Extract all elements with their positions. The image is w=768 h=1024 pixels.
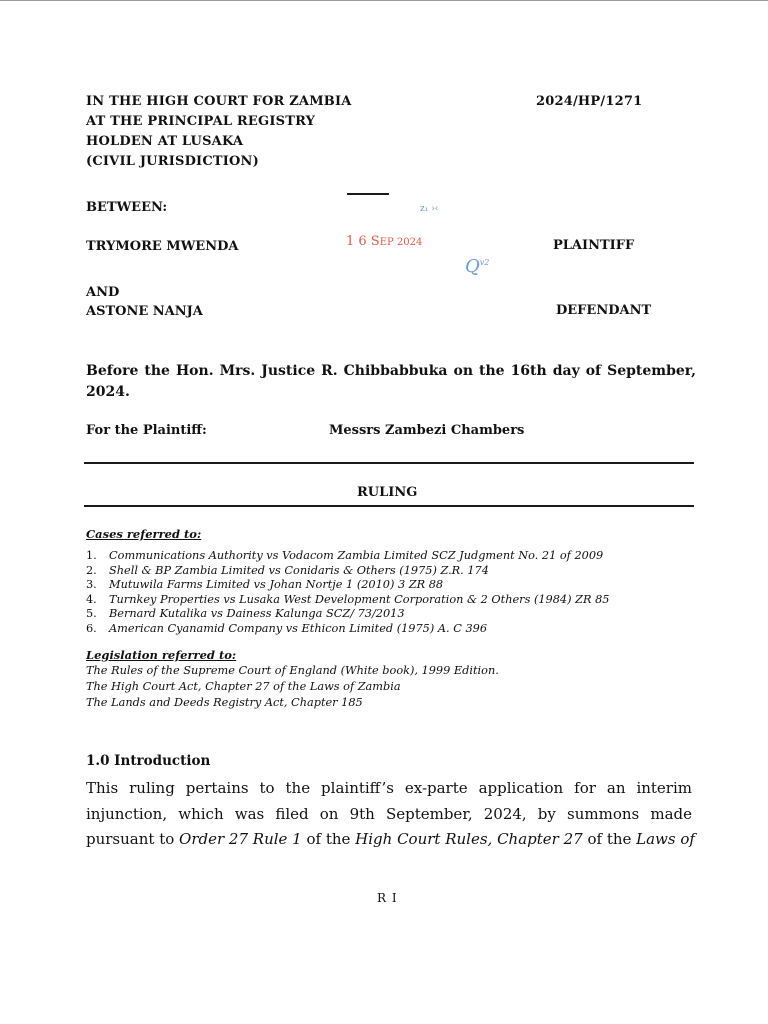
date-stamp — [346, 234, 422, 249]
intro-text: pursuant to — [86, 830, 180, 848]
case-num: 5. — [86, 607, 97, 620]
legislation-item: The High Court Act, Chapter 27 of the Laws of Zambia — [86, 680, 401, 693]
case-text: Turnkey Properties vs Lusaka West Development Corporation & 2 Others (1984) ZR 85 — [109, 592, 610, 606]
court-header — [86, 92, 352, 172]
stamp-q-letter: Q — [465, 256, 480, 277]
case-num: 1. — [86, 549, 97, 562]
case-item — [86, 622, 609, 637]
intro-citation: Order 27 Rule 1 — [179, 830, 302, 848]
case-text: Shell & BP Zambia Limited vs Conidaris & Others (1975) Z.R. 174 — [109, 563, 489, 577]
legislation-item: The Lands and Deeds Registry Act, Chapter 185 — [86, 696, 363, 709]
intro-citation: High Court Rules, Chapter 27 — [355, 830, 583, 848]
introduction-heading: 1.0 Introduction — [86, 753, 211, 769]
court-line-2: AT THE PRINCIPAL REGISTRY — [86, 114, 316, 129]
cases-list — [86, 549, 609, 636]
intro-text: of the — [582, 830, 637, 848]
case-num: 3. — [86, 578, 97, 591]
intro-citation: Laws of — [636, 830, 695, 848]
ruling-rule-top — [84, 462, 694, 464]
introduction-paragraph — [86, 776, 695, 853]
stamp-q-mark — [465, 256, 489, 277]
date-stamp-prefix: 1 6 S — [346, 234, 380, 249]
stamp-marks: z₁ ›‹ — [420, 204, 439, 214]
case-text: Bernard Kutalika vs Dainess Kalunga SCZ/ 73/2013 — [109, 607, 405, 620]
case-number: 2024/HP/1271 — [536, 94, 643, 109]
intro-text: of the — [301, 830, 356, 848]
cases-title: Cases referred to: — [86, 527, 202, 541]
before-statement: Before the Hon. Mrs. Justice R. Chibbabbuka on the 16th day of September, 2024. — [86, 363, 696, 400]
and-label: AND — [86, 285, 120, 300]
top-border — [0, 0, 768, 1]
case-text: Communications Authority vs Vodacom Zambia Limited SCZ Judgment No. 21 of 2009 — [109, 549, 604, 562]
between-label: BETWEEN: — [86, 200, 168, 215]
court-line-3: HOLDEN AT LUSAKA — [86, 134, 244, 149]
case-num: 6. — [86, 621, 97, 635]
case-item — [86, 549, 609, 564]
court-line-4: (CIVIL JURISDICTION) — [86, 154, 259, 169]
case-num: 4. — [86, 592, 97, 606]
intro-line-1: This ruling pertains to the plaintiff’s ex-parte application for an interim — [86, 779, 692, 797]
legislation-item: The Rules of the Supreme Court of England (White book), 1999 Edition. — [86, 664, 499, 677]
case-item — [86, 607, 609, 622]
case-num: 2. — [86, 563, 97, 577]
counsel-label: For the Plaintiff: — [86, 423, 207, 438]
page-number: R I — [377, 891, 398, 905]
header-divider — [347, 193, 389, 195]
defendant-role: DEFENDANT — [556, 303, 652, 318]
court-line-1: IN THE HIGH COURT FOR ZAMBIA — [86, 94, 352, 109]
case-text: American Cyanamid Company vs Ethicon Limited (1975) A. C 396 — [109, 621, 488, 635]
case-item — [86, 593, 609, 608]
plaintiff-role: PLAINTIFF — [553, 238, 635, 253]
case-item — [86, 564, 609, 579]
legislation-list — [86, 663, 499, 711]
defendant-name: ASTONE NANJA — [86, 304, 203, 319]
intro-line-2: injunction, which was filed on 9th September, 2024, by summons made — [86, 804, 692, 823]
counsel-value: Messrs Zambezi Chambers — [329, 423, 525, 438]
stamp-q-sup: v2 — [479, 258, 490, 267]
intro-line-3 — [86, 827, 695, 853]
ruling-rule-bottom — [84, 505, 694, 507]
date-stamp-suffix: EP 2024 — [379, 237, 423, 248]
case-text: Mutuwila Farms Limited vs Johan Nortje 1 (2010) 3 ZR 88 — [109, 578, 444, 591]
legislation-title: Legislation referred to: — [86, 648, 237, 662]
case-item — [86, 578, 609, 593]
ruling-title: RULING — [357, 485, 418, 500]
plaintiff-name: TRYMORE MWENDA — [86, 239, 239, 254]
